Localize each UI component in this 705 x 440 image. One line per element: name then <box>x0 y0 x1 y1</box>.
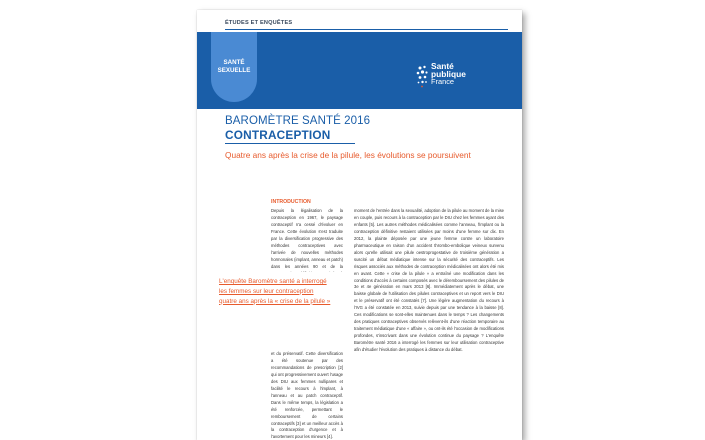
body-column-1-bottom <box>271 351 343 440</box>
document-subtitle: Quatre ans après la crise de la pilule, les évolutions se poursuivent <box>225 150 471 160</box>
introduction-heading: INTRODUCTION <box>271 199 311 205</box>
document-page <box>197 10 522 440</box>
logo-line-2: publique <box>431 69 466 79</box>
pull-quote-line-1: L'enquête Baromètre santé a interrogé <box>219 278 327 285</box>
title-divider <box>225 143 355 144</box>
logo-line-3: France <box>431 77 455 86</box>
body-column-2 <box>354 208 504 440</box>
pull-quote-line-2: les femmes sur leur contraception <box>219 287 314 295</box>
body-paragraph: et du préservatif. Cette diversification a été soutenue par des recommandations de prescription [2] qui ont progressivement ouvert l'usage des DIU aux femmes nullipares et facilité le recours à l'implant, à l'anneau et au patch contraceptif. Dans le même temps, la législation a été renforcée, permettant le remboursement de certains contraceptifs [3] et un meilleur accès à la contraception d'urgence et à l'avortement pour les mineurs [4]. <box>271 351 343 440</box>
logo-line-1: Santé <box>431 61 454 71</box>
pull-quote <box>219 277 341 306</box>
series-title: BAROMÈTRE SANTÉ 2016 <box>225 115 371 127</box>
logo-wordmark <box>431 62 495 86</box>
theme-label: SANTÉ SEXUELLE <box>217 59 251 74</box>
document-title: CONTRACEPTION <box>225 128 331 142</box>
body-paragraph: moment de l'entrée dans la sexualité, adoption de la pilule au moment de la mise en couple, puis recours à la contraception par le DIU chez les femmes ayant des enfants [5]. Les autres méthodes médicalisées comme l'anneau, l'implant ou la contraception définitive restaient utilisées par moins d'une femme sur dix. En 2012, la plainte déposée par une jeune femme contre un laboratoire pharmaceutique en raison d'un accident thrombo-embolique veineux survenu alors qu'elle utilisait une pilule oestroprogestative de troisième génération a suscité un débat médiatique intense sur la sécurité des contraceptifs. Les risques associés aux méthodes de contraception médicalisées ont alors été mis en avant. Cette « crise de la pilule » a entraîné une modification dans les conditions d'accès à certains composés avec le déremboursement des pilules de 3e et 4e génération en mars 2013 [6]. Immédiatement après le débat, une baisse globale de l'utilisation des pilules contraceptives et un report vers le DIU et le préservatif ont été constatés [7]. Une légère augmentation du recours à l'IVG a été constatée en 2013, suivie depuis par une tendance à la baisse [8]. Ces modifications se sont-elles maintenues dans le temps ? Les changements des pratiques contraceptives observés relèvent-ils d'une réaction temporaire au traitement médiatique d'une « affaire », ou ont-ils été l'occasion de modifications profondes, s'inscrivant dans une évolution continue du paysage ? L'enquête Baromètre santé 2016 a interrogé les femmes sur leur utilisation contraceptive afin d'étudier l'évolution des pratiques à distance du débat. <box>354 208 504 353</box>
header-banner <box>197 32 522 109</box>
shield-mark-icon <box>415 62 429 92</box>
body-paragraph: Depuis la légalisation de la contraception en 1967, le paysage contraceptif n'a cessé d'évoluer en France. Cette évolution s'est traduite par la diversification progressive des méthodes contraceptives avec l'arrivée de nouvelles méthodes hormonales (implant, anneau et patch) dans les années 90 et de la <box>271 208 343 269</box>
rubric-label: ÉTUDES ET ENQUÊTES <box>225 20 293 26</box>
theme-tab <box>211 32 257 102</box>
santepubliquefrance-logo <box>415 62 495 92</box>
body-column-1-top <box>271 208 343 272</box>
pull-quote-line-3: quatre ans après la « crise de la pilule » <box>219 297 331 305</box>
rubric-divider <box>225 29 508 30</box>
